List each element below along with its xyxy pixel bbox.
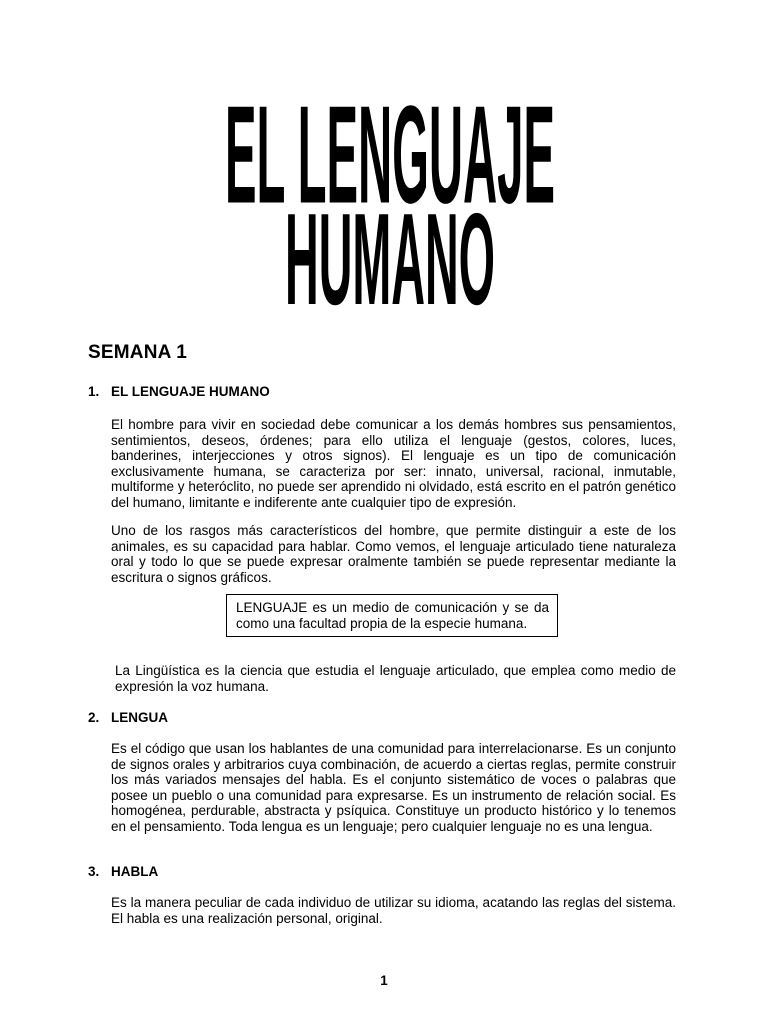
title-wordart-svg [210, 72, 570, 332]
section-heading-1 [88, 384, 270, 399]
title-line-2: HUMANO [285, 186, 495, 332]
paragraph: Es la manera peculiar de cada individuo de utilizar su idioma, acatando las reglas del sistema. El habla es una realización personal, original. [111, 895, 676, 926]
paragraph: El hombre para vivir en sociedad debe comunicar a los demás hombres sus pensamientos, sentimientos, deseos, órdenes; para ello utiliza el lenguaje (gestos, colores, luces, banderines, interjecciones y otros signos). El lenguaje es un tipo de comunicación exclusivamente humana, se caracteriza por ser: innato, universal, racional, inmutable, multiforme y heteróclito, no puede ser aprendido ni olvidado, está escrito en el patrón genético del humano, limitante e indiferente ante cualquier tipo de expresión. [111, 417, 676, 510]
title-line-1: EL LENGUAJE [225, 77, 555, 233]
page-number: 1 [380, 973, 388, 988]
section-heading-2 [88, 710, 168, 725]
section-number: 2. [88, 710, 100, 725]
section-heading-3 [88, 864, 158, 879]
section-title: EL LENGUAJE HUMANO [111, 384, 270, 399]
section-title: LENGUA [111, 710, 168, 725]
section-number: 1. [88, 384, 100, 399]
definition-box: LENGUAJE es un medio de comunicación y se da como una facultad propia de la especie humana. [226, 594, 558, 637]
section-title: HABLA [111, 864, 159, 879]
paragraph: La Lingüística es la ciencia que estudia el lenguaje articulado, que emplea como medio de expresión la voz humana. [115, 663, 676, 694]
title-wordart [210, 72, 570, 332]
paragraph: Es el código que usan los hablantes de una comunidad para interrelacionarse. Es un conjunto de signos orales y arbitrarios cuya combinación, de acuerdo a ciertas reglas, permite construir los más variados mensajes del habla. Es el conjunto sistemático de voces o palabras que posee un pueblo o una comunidad para expresarse. Es un instrumento de relación social. Es homogénea, perdurable, abstracta y psíquica. Constituye un producto histórico y lo tenemos en el pensamiento. Toda lengua es un lenguaje; pero cualquier lenguaje no es una lengua. [111, 741, 676, 834]
week-heading: SEMANA 1 [88, 342, 188, 363]
paragraph: Uno de los rasgos más característicos del hombre, que permite distinguir a este de los animales, es su capacidad para hablar. Como vemos, el lenguaje articulado tiene naturaleza oral y todo lo que se puede expresar oralmente también se puede representar mediante la escritura o signos gráficos. [111, 523, 676, 585]
section-number: 3. [88, 864, 100, 879]
